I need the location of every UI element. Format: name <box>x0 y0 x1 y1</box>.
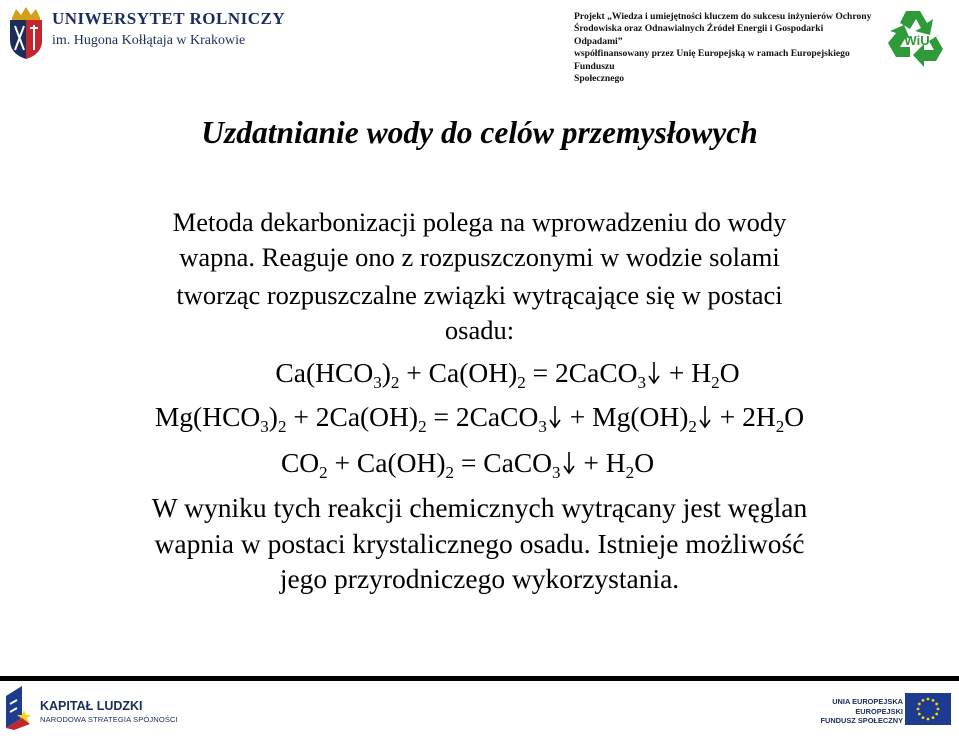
eu-star <box>927 718 930 721</box>
eu-star <box>917 708 920 711</box>
intro-line: osadu: <box>444 315 515 345</box>
kapital-ludzki-logo <box>4 684 34 730</box>
eu-star <box>937 708 940 711</box>
equation-1: $Ca(HCO_3)_2 + Ca(OH)_2$ = 2CaCO$_3$ + $H_2O$ <box>275 357 740 392</box>
eq-text: O <box>784 401 805 432</box>
page-title: Uzdatnianie wody do celów przemysłowych <box>201 115 758 150</box>
university-crest-logo <box>6 6 46 60</box>
eq-text: Ca(HCO <box>275 357 374 388</box>
eq-text: CO <box>280 447 320 478</box>
down-arrow-icon <box>547 404 563 430</box>
eq-text: + Mg(OH) <box>569 401 689 432</box>
conclusion-line: jego przyrodniczego wykorzystania. <box>279 563 680 594</box>
conclusion-line: wapnia w postaci krystalicznego osadu. Istnieje możliwość <box>154 528 805 559</box>
project-info <box>574 11 874 85</box>
equation-3 <box>0 446 947 480</box>
eu-star <box>932 699 935 702</box>
university-name: UNIWERSYTET ROLNICZY <box>52 9 286 28</box>
eu-star <box>918 713 921 716</box>
eu-star <box>922 699 925 702</box>
subscript: 2 <box>390 372 400 392</box>
project-line: Projekt „Wiedza i umiejętności kluczem do sukcesu inżynierów Ochrony <box>574 11 872 22</box>
eu-star <box>927 698 930 701</box>
subscript: 3 <box>260 416 269 436</box>
subscript: 2 <box>418 416 427 436</box>
subscript: 2 <box>625 462 635 482</box>
eq-text: = CaCO <box>460 447 553 478</box>
intro-line: wapna. Reaguje ono z rozpuszczonymi w wodzie solami <box>179 242 780 272</box>
eu-star <box>935 703 938 706</box>
down-arrow-icon <box>697 404 713 430</box>
eu-fund-text <box>760 697 903 726</box>
subscript: 2 <box>517 372 526 392</box>
eq-text: + 2H <box>719 401 776 432</box>
subscript: 3 <box>637 372 647 392</box>
subscript: 3 <box>538 416 547 436</box>
university-subtitle: im. Hugona Kołłątaja w Krakowie <box>52 33 246 48</box>
eq-text: O <box>719 357 740 388</box>
eq-text: + 2Ca(OH) <box>293 401 419 432</box>
subscript: 2 <box>688 416 697 436</box>
subscript: 2 <box>711 372 720 392</box>
eu-line: FUNDUSZ SPOŁECZNY <box>820 716 903 726</box>
intro-line: tworząc rozpuszczalne związki wytrącające się w postaci <box>176 280 783 310</box>
footer-divider <box>0 676 959 681</box>
eu-star <box>922 716 925 719</box>
kapital-ludzki-subtitle: NARODOWA STRATEGIA SPÓJNOŚCI <box>40 715 178 724</box>
eq-text: + Ca(OH) <box>406 357 518 388</box>
kapital-ludzki-name: KAPITAŁ LUDZKI <box>40 699 143 713</box>
eq-text: Mg(HCO <box>154 401 261 432</box>
eu-line: UNIA EUROPEJSKA <box>832 697 903 706</box>
subscript: 2 <box>277 416 287 436</box>
subscript: 2 <box>445 462 455 482</box>
recycle-wiu-logo <box>880 3 954 73</box>
eq-text: + H <box>668 357 712 388</box>
equation-2: $Mg(HCO_3)_2 + 2Ca(OH)_2$ = 2CaCO$_3$ + $Mg(OH)_2 + 2H_2O$ <box>154 401 805 436</box>
eu-line: EUROPEJSKI <box>855 706 903 716</box>
conclusion-line: W wyniku tych reakcji chemicznych wytrącany jest węglan <box>151 492 808 523</box>
subscript: 3 <box>552 462 561 482</box>
project-line: współfinansowany przez Unię Europejską w ramach Europejskiego Funduszu <box>574 48 850 72</box>
intro-line: Metoda dekarbonizacji polega na wprowadzeniu do wody <box>172 207 787 237</box>
subscript: 2 <box>319 462 328 482</box>
subscript: 3 <box>373 372 382 392</box>
project-line: Społecznego <box>574 73 625 85</box>
eu-star <box>935 713 938 716</box>
down-arrow-icon <box>646 360 662 386</box>
eu-flag-icon <box>905 693 951 725</box>
eu-star <box>918 703 921 706</box>
subscript: 2 <box>775 416 785 436</box>
down-arrow-icon <box>561 450 577 476</box>
eu-star <box>932 716 935 719</box>
eq-text: + H <box>583 447 626 478</box>
project-line: Środowiska oraz Odnawialnych Źródeł Energii i Gospodarki Odpadami” <box>574 23 824 47</box>
eq-text: = 2CaCO <box>532 357 638 388</box>
eq-text: O <box>634 447 655 478</box>
eq-text: + Ca(OH) <box>334 447 446 478</box>
eq-text: = 2CaCO <box>433 401 539 432</box>
wiu-logo-text: WiU <box>904 33 930 48</box>
